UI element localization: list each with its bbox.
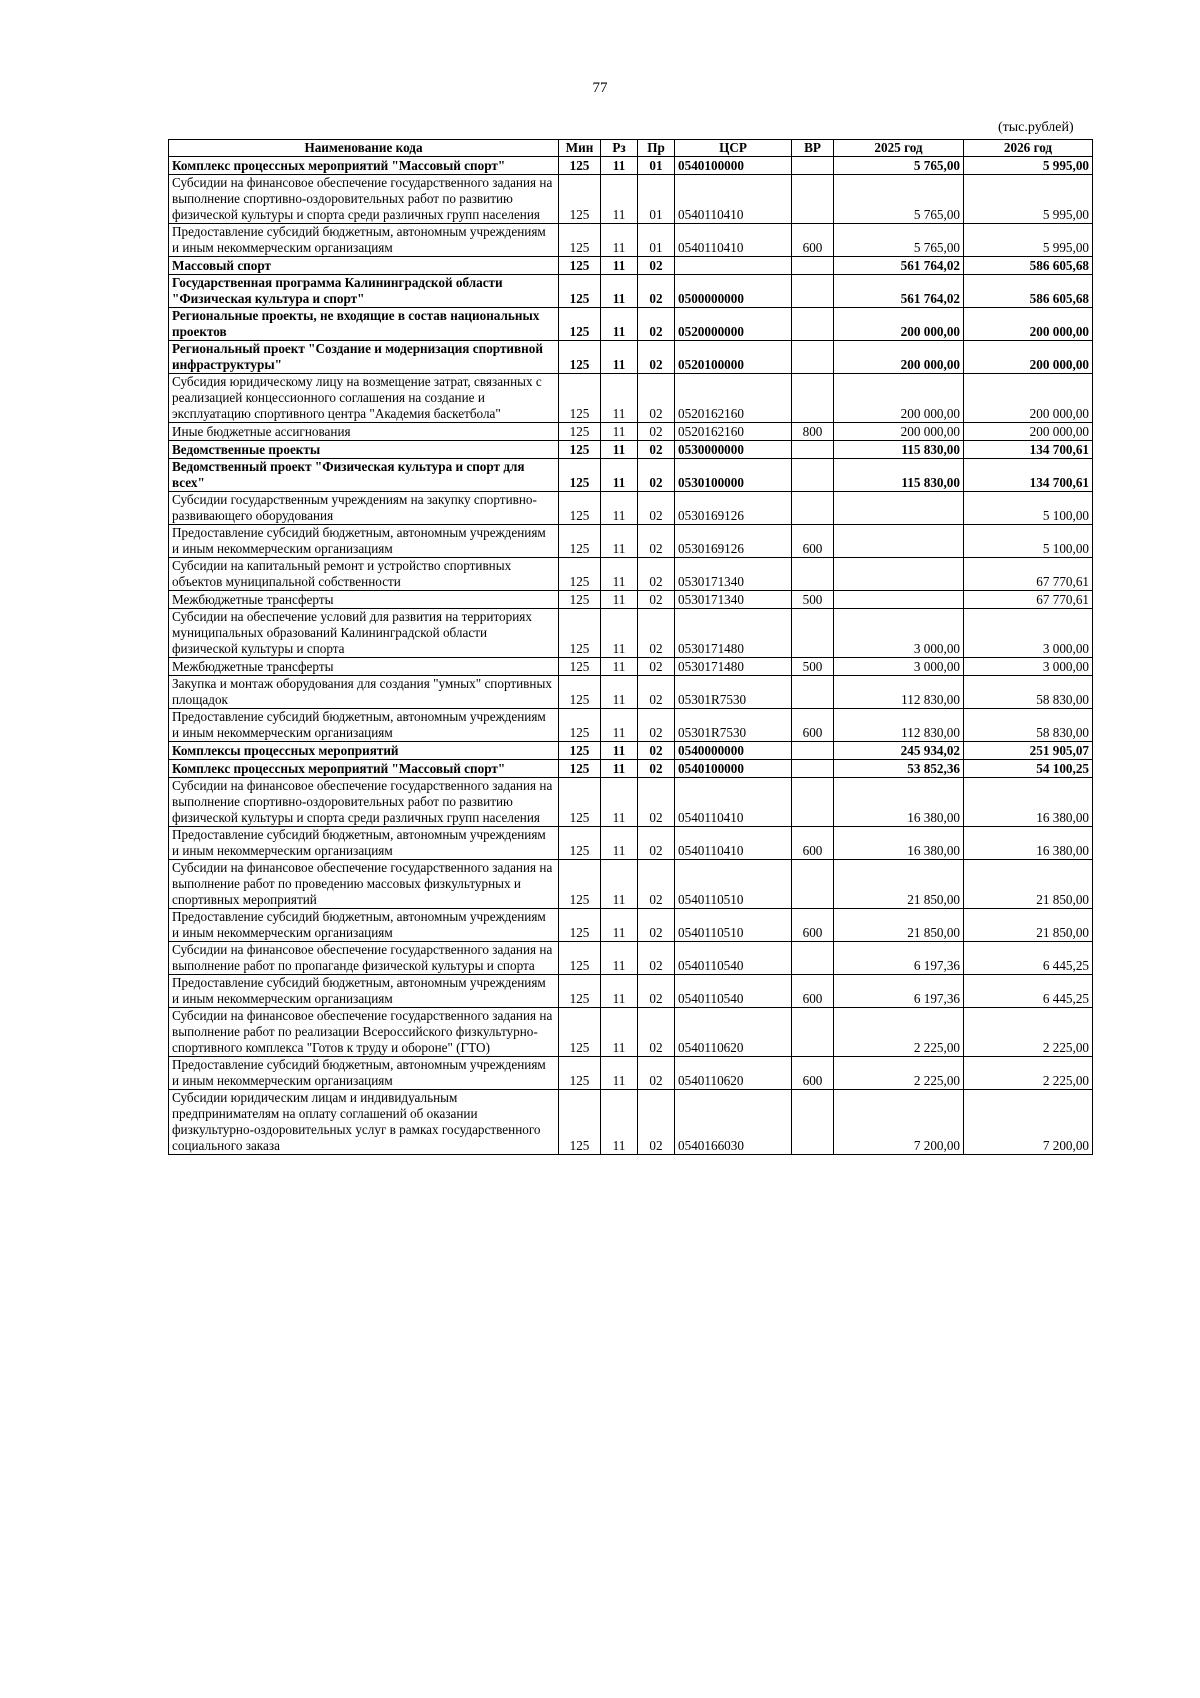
expense-type-cell (792, 257, 834, 275)
table-row (169, 341, 1093, 374)
amount-2025-cell (834, 492, 964, 525)
ministry-cell: 125 (559, 441, 601, 459)
amount-2025-cell: 561 764,02 (834, 257, 964, 275)
table-row (169, 1057, 1093, 1090)
section-cell: 11 (601, 1090, 638, 1155)
ministry-cell: 125 (559, 341, 601, 374)
code-name-cell: Региональный проект "Создание и модернизация спортивной инфраструктуры" (169, 341, 559, 374)
amount-2025-cell: 3 000,00 (834, 658, 964, 676)
table-row (169, 157, 1093, 175)
section-cell: 11 (601, 742, 638, 760)
amount-2026-cell: 58 830,00 (964, 709, 1093, 742)
amount-2025-cell: 5 765,00 (834, 224, 964, 257)
table-row (169, 909, 1093, 942)
section-cell: 11 (601, 157, 638, 175)
code-name-cell: Предоставление субсидий бюджетным, автономным учреждениям и иным некоммерческим организациям (169, 709, 559, 742)
section-cell: 11 (601, 374, 638, 423)
table-row (169, 558, 1093, 591)
header-csr: ЦСР (675, 140, 792, 157)
code-name-cell: Предоставление субсидий бюджетным, автономным учреждениям и иным некоммерческим организациям (169, 827, 559, 860)
code-name-cell: Субсидии на финансовое обеспечение государственного задания на выполнение спортивно-оздоровительных работ по развитию физической культуры и спорта среди различных групп населения (169, 175, 559, 224)
table-row (169, 942, 1093, 975)
amount-2025-cell (834, 558, 964, 591)
target-article-cell: 0530100000 (675, 459, 792, 492)
ministry-cell: 125 (559, 459, 601, 492)
section-cell: 11 (601, 760, 638, 778)
expense-type-cell: 600 (792, 827, 834, 860)
subsection-cell: 02 (638, 742, 675, 760)
code-name-cell: Государственная программа Калининградской области "Физическая культура и спорт" (169, 275, 559, 308)
header-name: Наименование кода (169, 140, 559, 157)
section-cell: 11 (601, 441, 638, 459)
amount-2026-cell: 5 100,00 (964, 525, 1093, 558)
code-name-cell: Ведомственный проект "Физическая культура и спорт для всех" (169, 459, 559, 492)
amount-2026-cell: 5 995,00 (964, 224, 1093, 257)
amount-2026-cell: 5 100,00 (964, 492, 1093, 525)
ministry-cell: 125 (559, 374, 601, 423)
amount-2026-cell: 16 380,00 (964, 778, 1093, 827)
target-article-cell: 0540100000 (675, 760, 792, 778)
expense-type-cell (792, 157, 834, 175)
target-article-cell: 0520000000 (675, 308, 792, 341)
expense-type-cell (792, 609, 834, 658)
subsection-cell: 01 (638, 224, 675, 257)
expense-type-cell (792, 676, 834, 709)
code-name-cell: Иные бюджетные ассигнования (169, 423, 559, 441)
table-row (169, 175, 1093, 224)
subsection-cell: 02 (638, 760, 675, 778)
subsection-cell: 02 (638, 778, 675, 827)
table-row (169, 778, 1093, 827)
ministry-cell: 125 (559, 157, 601, 175)
expense-type-cell (792, 860, 834, 909)
section-cell: 11 (601, 975, 638, 1008)
amount-2026-cell: 200 000,00 (964, 308, 1093, 341)
code-name-cell: Предоставление субсидий бюджетным, автономным учреждениям и иным некоммерческим организациям (169, 224, 559, 257)
header-2025: 2025 год (834, 140, 964, 157)
subsection-cell: 02 (638, 658, 675, 676)
ministry-cell: 125 (559, 909, 601, 942)
section-cell: 11 (601, 909, 638, 942)
subsection-cell: 02 (638, 1008, 675, 1057)
subsection-cell: 02 (638, 975, 675, 1008)
amount-2026-cell: 7 200,00 (964, 1090, 1093, 1155)
ministry-cell: 125 (559, 1057, 601, 1090)
subsection-cell: 02 (638, 860, 675, 909)
amount-2025-cell: 245 934,02 (834, 742, 964, 760)
subsection-cell: 02 (638, 492, 675, 525)
subsection-cell: 02 (638, 909, 675, 942)
section-cell: 11 (601, 860, 638, 909)
table-row (169, 423, 1093, 441)
amount-2025-cell: 21 850,00 (834, 860, 964, 909)
target-article-cell: 0540100000 (675, 157, 792, 175)
amount-2026-cell: 67 770,61 (964, 591, 1093, 609)
amount-2025-cell: 16 380,00 (834, 827, 964, 860)
amount-2025-cell: 21 850,00 (834, 909, 964, 942)
ministry-cell: 125 (559, 224, 601, 257)
code-name-cell: Массовый спорт (169, 257, 559, 275)
table-row (169, 1090, 1093, 1155)
header-pr: Пр (638, 140, 675, 157)
target-article-cell: 0540110410 (675, 224, 792, 257)
table-row (169, 742, 1093, 760)
section-cell: 11 (601, 942, 638, 975)
amount-2025-cell: 2 225,00 (834, 1008, 964, 1057)
code-name-cell: Межбюджетные трансферты (169, 658, 559, 676)
expense-type-cell (792, 175, 834, 224)
amount-2025-cell (834, 591, 964, 609)
section-cell: 11 (601, 709, 638, 742)
section-cell: 11 (601, 423, 638, 441)
ministry-cell: 125 (559, 175, 601, 224)
section-cell: 11 (601, 224, 638, 257)
subsection-cell: 02 (638, 341, 675, 374)
amount-2026-cell: 16 380,00 (964, 827, 1093, 860)
expense-type-cell (792, 1008, 834, 1057)
subsection-cell: 01 (638, 175, 675, 224)
ministry-cell: 125 (559, 257, 601, 275)
section-cell: 11 (601, 341, 638, 374)
target-article-cell: 0530169126 (675, 492, 792, 525)
amount-2025-cell: 16 380,00 (834, 778, 964, 827)
amount-2025-cell: 53 852,36 (834, 760, 964, 778)
expense-type-cell: 600 (792, 525, 834, 558)
amount-2026-cell: 54 100,25 (964, 760, 1093, 778)
code-name-cell: Субсидии юридическим лицам и индивидуальным предпринимателям на оплату соглашений об оказании физкультурно-оздоровительных услуг в рамках государственного социального заказа (169, 1090, 559, 1155)
table-row (169, 308, 1093, 341)
expense-type-cell (792, 778, 834, 827)
expense-type-cell: 600 (792, 975, 834, 1008)
ministry-cell: 125 (559, 1090, 601, 1155)
table-row (169, 709, 1093, 742)
target-article-cell: 0540000000 (675, 742, 792, 760)
subsection-cell: 02 (638, 709, 675, 742)
expense-type-cell (792, 492, 834, 525)
ministry-cell: 125 (559, 308, 601, 341)
section-cell: 11 (601, 492, 638, 525)
amount-2026-cell: 200 000,00 (964, 341, 1093, 374)
target-article-cell: 0520100000 (675, 341, 792, 374)
amount-2026-cell: 5 995,00 (964, 175, 1093, 224)
amount-2026-cell: 21 850,00 (964, 860, 1093, 909)
amount-2025-cell: 5 765,00 (834, 175, 964, 224)
section-cell: 11 (601, 308, 638, 341)
table-header-row (169, 140, 1093, 157)
ministry-cell: 125 (559, 676, 601, 709)
code-name-cell: Субсидии на финансовое обеспечение государственного задания на выполнение работ по реализации Всероссийского физкультурно-спортивного комплекса "Готов к труду и обороне" (ГТО) (169, 1008, 559, 1057)
code-name-cell: Закупка и монтаж оборудования для создания "умных" спортивных площадок (169, 676, 559, 709)
amount-2026-cell: 586 605,68 (964, 275, 1093, 308)
expense-type-cell: 600 (792, 909, 834, 942)
subsection-cell: 02 (638, 423, 675, 441)
subsection-cell: 02 (638, 374, 675, 423)
amount-2026-cell: 6 445,25 (964, 975, 1093, 1008)
subsection-cell: 02 (638, 441, 675, 459)
target-article-cell (675, 257, 792, 275)
target-article-cell: 0530171340 (675, 558, 792, 591)
amount-2026-cell: 200 000,00 (964, 374, 1093, 423)
expense-type-cell: 500 (792, 591, 834, 609)
subsection-cell: 02 (638, 591, 675, 609)
budget-table (168, 139, 1093, 1155)
target-article-cell: 0530171340 (675, 591, 792, 609)
section-cell: 11 (601, 459, 638, 492)
table-row (169, 525, 1093, 558)
table-row (169, 374, 1093, 423)
target-article-cell: 0520162160 (675, 374, 792, 423)
ministry-cell: 125 (559, 742, 601, 760)
amount-2025-cell: 7 200,00 (834, 1090, 964, 1155)
target-article-cell: 0540110410 (675, 778, 792, 827)
subsection-cell: 02 (638, 827, 675, 860)
header-2026: 2026 год (964, 140, 1093, 157)
amount-2026-cell: 58 830,00 (964, 676, 1093, 709)
subsection-cell: 02 (638, 1057, 675, 1090)
header-rz: Рз (601, 140, 638, 157)
code-name-cell: Комплекс процессных мероприятий "Массовый спорт" (169, 760, 559, 778)
amount-2026-cell: 6 445,25 (964, 942, 1093, 975)
table-row (169, 224, 1093, 257)
amount-2026-cell: 5 995,00 (964, 157, 1093, 175)
target-article-cell: 05301R7530 (675, 676, 792, 709)
target-article-cell: 0530171480 (675, 609, 792, 658)
code-name-cell: Региональные проекты, не входящие в состав национальных проектов (169, 308, 559, 341)
code-name-cell: Субсидии на финансовое обеспечение государственного задания на выполнение работ по проведению массовых физкультурных и спортивных мероприятий (169, 860, 559, 909)
target-article-cell: 0500000000 (675, 275, 792, 308)
table-row (169, 492, 1093, 525)
header-min: Мин (559, 140, 601, 157)
target-article-cell: 0540110620 (675, 1008, 792, 1057)
code-name-cell: Субсидии на капитальный ремонт и устройство спортивных объектов муниципальной собственности (169, 558, 559, 591)
amount-2025-cell: 200 000,00 (834, 308, 964, 341)
amount-2026-cell: 200 000,00 (964, 423, 1093, 441)
ministry-cell: 125 (559, 942, 601, 975)
table-row (169, 760, 1093, 778)
ministry-cell: 125 (559, 860, 601, 909)
table-row (169, 609, 1093, 658)
amount-2025-cell (834, 525, 964, 558)
section-cell: 11 (601, 257, 638, 275)
code-name-cell: Субсидии на обеспечение условий для развития на территориях муниципальных образований Калининградской области физической культуры и спорта (169, 609, 559, 658)
target-article-cell: 0520162160 (675, 423, 792, 441)
units-label: (тыс.рублей) (998, 120, 1074, 135)
amount-2026-cell: 586 605,68 (964, 257, 1093, 275)
subsection-cell: 02 (638, 609, 675, 658)
section-cell: 11 (601, 591, 638, 609)
amount-2025-cell: 6 197,36 (834, 975, 964, 1008)
amount-2026-cell: 21 850,00 (964, 909, 1093, 942)
expense-type-cell: 800 (792, 423, 834, 441)
target-article-cell: 0540166030 (675, 1090, 792, 1155)
expense-type-cell (792, 558, 834, 591)
expense-type-cell (792, 742, 834, 760)
table-row (169, 860, 1093, 909)
amount-2026-cell: 3 000,00 (964, 658, 1093, 676)
expense-type-cell (792, 1090, 834, 1155)
code-name-cell: Предоставление субсидий бюджетным, автономным учреждениям и иным некоммерческим организациям (169, 909, 559, 942)
subsection-cell: 02 (638, 257, 675, 275)
target-article-cell: 0540110510 (675, 860, 792, 909)
table-row (169, 1008, 1093, 1057)
expense-type-cell (792, 942, 834, 975)
amount-2025-cell: 561 764,02 (834, 275, 964, 308)
subsection-cell: 02 (638, 1090, 675, 1155)
subsection-cell: 02 (638, 459, 675, 492)
expense-type-cell (792, 308, 834, 341)
ministry-cell: 125 (559, 525, 601, 558)
ministry-cell: 125 (559, 275, 601, 308)
expense-type-cell: 600 (792, 709, 834, 742)
code-name-cell: Ведомственные проекты (169, 441, 559, 459)
amount-2025-cell: 112 830,00 (834, 676, 964, 709)
ministry-cell: 125 (559, 492, 601, 525)
expense-type-cell (792, 459, 834, 492)
code-name-cell: Предоставление субсидий бюджетным, автономным учреждениям и иным некоммерческим организациям (169, 525, 559, 558)
expense-type-cell: 600 (792, 224, 834, 257)
table-body (169, 157, 1093, 1155)
expense-type-cell: 500 (792, 658, 834, 676)
ministry-cell: 125 (559, 778, 601, 827)
amount-2025-cell: 2 225,00 (834, 1057, 964, 1090)
expense-type-cell (792, 341, 834, 374)
page-number: 77 (592, 80, 608, 96)
ministry-cell: 125 (559, 591, 601, 609)
code-name-cell: Предоставление субсидий бюджетным, автономным учреждениям и иным некоммерческим организациям (169, 1057, 559, 1090)
section-cell: 11 (601, 778, 638, 827)
amount-2025-cell: 200 000,00 (834, 341, 964, 374)
expense-type-cell (792, 441, 834, 459)
section-cell: 11 (601, 1057, 638, 1090)
header-vr: ВР (792, 140, 834, 157)
table-row (169, 676, 1093, 709)
section-cell: 11 (601, 558, 638, 591)
table-row (169, 257, 1093, 275)
amount-2025-cell: 200 000,00 (834, 423, 964, 441)
section-cell: 11 (601, 658, 638, 676)
subsection-cell: 02 (638, 558, 675, 591)
expense-type-cell: 600 (792, 1057, 834, 1090)
amount-2026-cell: 251 905,07 (964, 742, 1093, 760)
target-article-cell: 0530171480 (675, 658, 792, 676)
subsection-cell: 02 (638, 308, 675, 341)
section-cell: 11 (601, 1008, 638, 1057)
ministry-cell: 125 (559, 760, 601, 778)
amount-2025-cell: 200 000,00 (834, 374, 964, 423)
amount-2025-cell: 6 197,36 (834, 942, 964, 975)
section-cell: 11 (601, 676, 638, 709)
code-name-cell: Предоставление субсидий бюджетным, автономным учреждениям и иным некоммерческим организациям (169, 975, 559, 1008)
subsection-cell: 01 (638, 157, 675, 175)
target-article-cell: 0540110540 (675, 975, 792, 1008)
amount-2025-cell: 115 830,00 (834, 459, 964, 492)
table-row (169, 441, 1093, 459)
section-cell: 11 (601, 275, 638, 308)
code-name-cell: Комплексы процессных мероприятий (169, 742, 559, 760)
section-cell: 11 (601, 609, 638, 658)
table-row (169, 591, 1093, 609)
ministry-cell: 125 (559, 609, 601, 658)
target-article-cell: 0530169126 (675, 525, 792, 558)
code-name-cell: Субсидия юридическому лицу на возмещение затрат, связанных с реализацией концессионного соглашения на создание и эксплуатацию спортивного центра "Академия баскетбола" (169, 374, 559, 423)
code-name-cell: Субсидии государственным учреждениям на закупку спортивно-развивающего оборудования (169, 492, 559, 525)
code-name-cell: Межбюджетные трансферты (169, 591, 559, 609)
subsection-cell: 02 (638, 525, 675, 558)
table-row (169, 827, 1093, 860)
code-name-cell: Субсидии на финансовое обеспечение государственного задания на выполнение спортивно-оздоровительных работ по развитию физической культуры и спорта среди различных групп населения (169, 778, 559, 827)
code-name-cell: Субсидии на финансовое обеспечение государственного задания на выполнение работ по пропаганде физической культуры и спорта (169, 942, 559, 975)
amount-2026-cell: 134 700,61 (964, 441, 1093, 459)
target-article-cell: 0530000000 (675, 441, 792, 459)
ministry-cell: 125 (559, 1008, 601, 1057)
subsection-cell: 02 (638, 275, 675, 308)
target-article-cell: 0540110410 (675, 175, 792, 224)
target-article-cell: 0540110540 (675, 942, 792, 975)
target-article-cell: 0540110410 (675, 827, 792, 860)
amount-2025-cell: 115 830,00 (834, 441, 964, 459)
subsection-cell: 02 (638, 942, 675, 975)
section-cell: 11 (601, 175, 638, 224)
expense-type-cell (792, 760, 834, 778)
amount-2026-cell: 2 225,00 (964, 1057, 1093, 1090)
amount-2026-cell: 134 700,61 (964, 459, 1093, 492)
target-article-cell: 05301R7530 (675, 709, 792, 742)
section-cell: 11 (601, 525, 638, 558)
ministry-cell: 125 (559, 709, 601, 742)
ministry-cell: 125 (559, 658, 601, 676)
table-row (169, 459, 1093, 492)
table-row (169, 975, 1093, 1008)
ministry-cell: 125 (559, 975, 601, 1008)
amount-2026-cell: 67 770,61 (964, 558, 1093, 591)
table-row (169, 275, 1093, 308)
subsection-cell: 02 (638, 676, 675, 709)
expense-type-cell (792, 275, 834, 308)
amount-2026-cell: 2 225,00 (964, 1008, 1093, 1057)
ministry-cell: 125 (559, 423, 601, 441)
target-article-cell: 0540110620 (675, 1057, 792, 1090)
ministry-cell: 125 (559, 558, 601, 591)
amount-2026-cell: 3 000,00 (964, 609, 1093, 658)
table-row (169, 658, 1093, 676)
ministry-cell: 125 (559, 827, 601, 860)
amount-2025-cell: 112 830,00 (834, 709, 964, 742)
section-cell: 11 (601, 827, 638, 860)
amount-2025-cell: 5 765,00 (834, 157, 964, 175)
expense-type-cell (792, 374, 834, 423)
code-name-cell: Комплекс процессных мероприятий "Массовый спорт" (169, 157, 559, 175)
target-article-cell: 0540110510 (675, 909, 792, 942)
amount-2025-cell: 3 000,00 (834, 609, 964, 658)
